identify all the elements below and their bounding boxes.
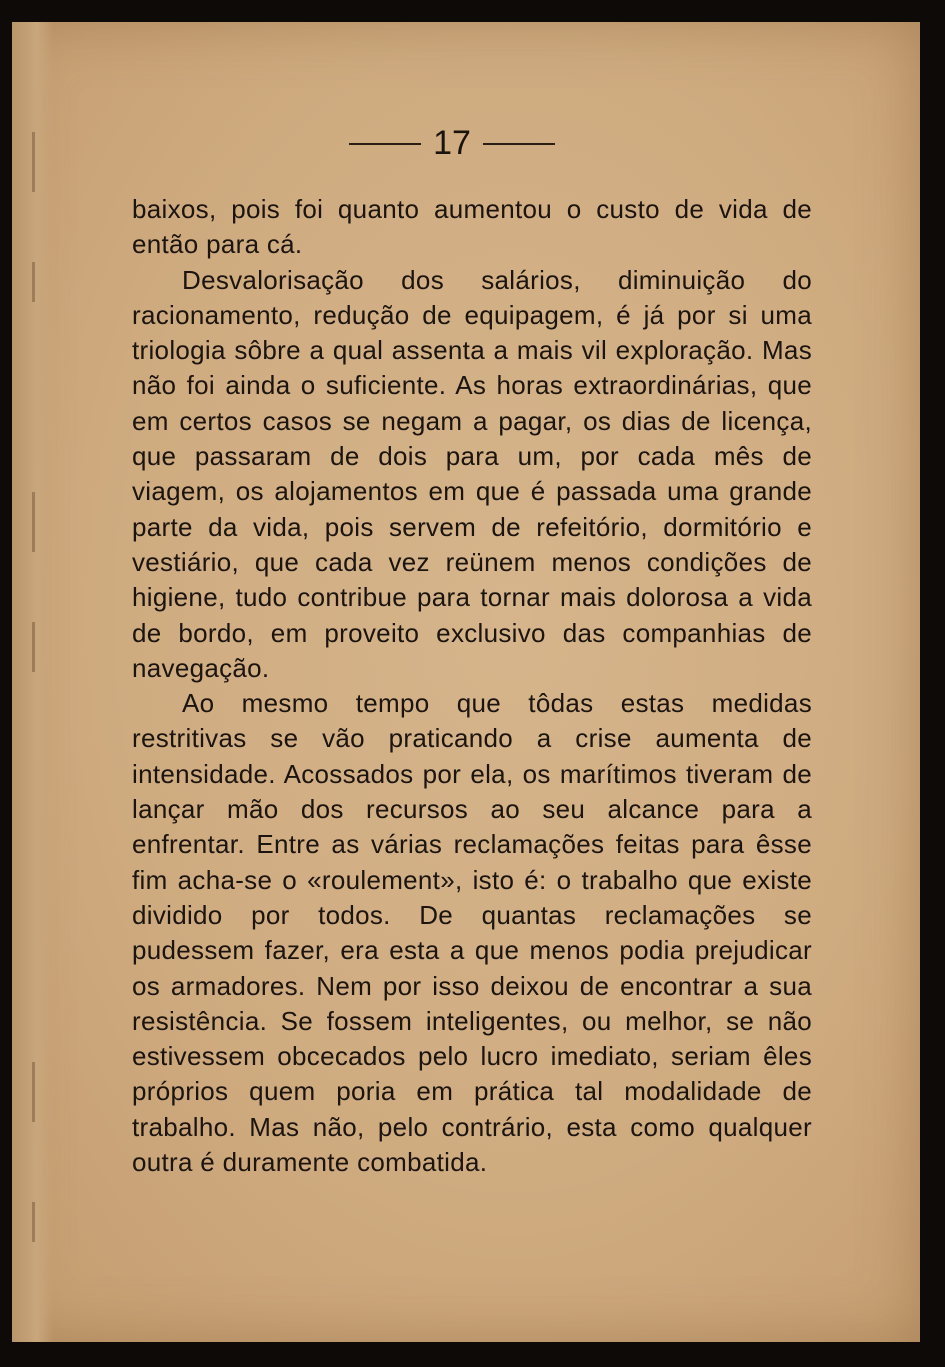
binding-stitch [32,1062,35,1122]
page-number: 17 [433,124,471,162]
page-header [12,124,906,163]
header-rule-right [483,143,555,145]
paragraph-1: baixos, pois foi quanto aumentou o custo de vida de então para cá. [132,194,812,260]
paragraph-3: Ao mesmo tempo que tôdas estas medidas restritivas se vão praticando a crise aumenta de intensidade. Acossados por ela, os marítimos tiveram de lançar mão dos recursos ao seu alcance para a enfrentar. Entre as várias reclamações feitas para êsse fim acha-se o «roulement», isto é: o trabalho que existe dividido por todos. De quantas reclamações se pudessem fazer, era esta a que menos podia prejudicar os armadores. Nem por isso deixou de encontrar a sua resistência. Se fossem inteligentes, ou melhor, se não estivessem obcecados pelo lucro imediato, seriam êles próprios quem poria em prática tal modalidade de trabalho. Mas não, pelo contrário, esta como qualquer outra é duramente combatida. [132,688,812,1178]
header-rule-left [349,143,421,145]
page-body-text [132,192,812,1180]
paragraph-2: Desvalorisação dos salários, diminuição do racionamento, redução de equipagem, é já por si uma triologia sôbre a qual assenta a mais vil exploração. Mas não foi ainda o suficiente. As horas extraordinárias, que em certos casos se negam a pagar, os dias de licença, que passaram de dois para um, por cada mês de viagem, os alojamentos em que é passada uma grande parte da vida, pois servem de refeitório, dormitório e vestiário, que cada vez reünem menos condições de higiene, tudo contribue para tornar mais dolorosa a vida de bordo, em proveito exclusivo das companhias de navegação. [132,264,812,683]
binding-stitch [32,1202,35,1242]
binding-stitch [32,262,35,302]
book-page [12,22,920,1342]
page-binding-edge [12,22,54,1342]
binding-stitch [32,492,35,552]
binding-stitch [32,622,35,672]
